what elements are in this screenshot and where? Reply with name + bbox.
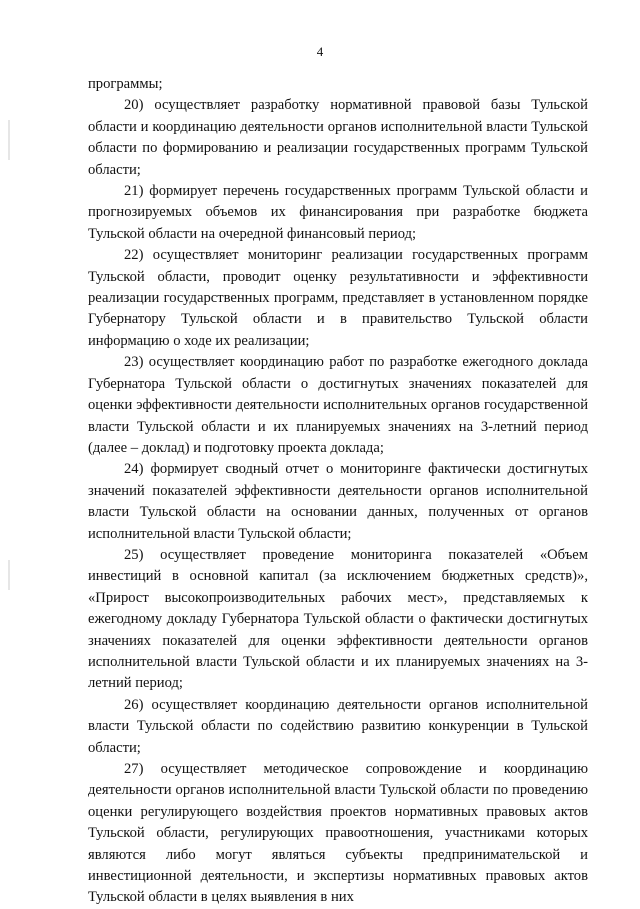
paragraph-item-22: 22) осуществляет мониторинг реализации государственных программ Тульской области, проводит оценку результативности и эффективности реализации государственных программ, представляет в установленном порядке Губернатору Тульской области и в правительство Тульской области информацию о ходе их реализации; — [88, 247, 588, 349]
document-body — [88, 74, 588, 909]
paragraph-item-27: 27) осуществляет методическое сопровождение и координацию деятельности органов исполнительной власти Тульской области по проведению оценки регулирующего воздействия проектов нормативных правовых актов Тульской области, регулирующих правоотношения, участниками которых являются либо могут являться субъекты предпринимательской и инвестиционной деятельности, и экспертизы нормативных правовых актов Тульской области в целях выявления в них — [88, 761, 588, 906]
paragraph-item-26: 26) осуществляет координацию деятельности органов исполнительной власти Тульской области по содействию развитию конкуренции в Тульской области; — [88, 696, 588, 756]
paragraph-item-24: 24) формирует сводный отчет о мониторинге фактически достигнутых значений показателей эффективности деятельности органов исполнительной власти Тульской области на основании данных, полученных от органов исполнительной власти Тульской области; — [88, 461, 588, 542]
paragraph-item-20: 20) осуществляет разработку нормативной правовой базы Тульской области и координацию деятельности органов исполнительной власти Тульской области по формированию и реализации государственных программ Тульской области; — [88, 97, 588, 178]
paragraph-continuation: программы; — [88, 76, 163, 92]
scan-edge-mark — [8, 560, 10, 590]
paragraph-item-23: 23) осуществляет координацию работ по разработке ежегодного доклада Губернатора Тульской области о достигнутых значениях показателей для оценки эффективности деятельности исполнительных органов государственной власти Тульской области и их планируемых значениях на 3-летний период (далее – доклад) и подготовку проекта доклада; — [88, 354, 588, 456]
paragraph-item-25: 25) осуществляет проведение мониторинга показателей «Объем инвестиций в основной капитал (за исключением бюджетных средств)», «Прирост высокопроизводительных рабочих мест», представляемых к ежегодному докладу Губернатора Тульской области о фактически достигнутых значениях показателей для оценки эффективности деятельности органов исполнительной власти Тульской области и их планируемых значениях на 3-летний период; — [88, 546, 588, 692]
scan-edge-mark — [8, 120, 10, 160]
paragraph-item-21: 21) формирует перечень государственных программ Тульской области и прогнозируемых объемов их финансирования при разработке бюджета Тульской области на очередной финансовый период; — [88, 183, 588, 242]
page-number: 4 — [316, 44, 324, 59]
